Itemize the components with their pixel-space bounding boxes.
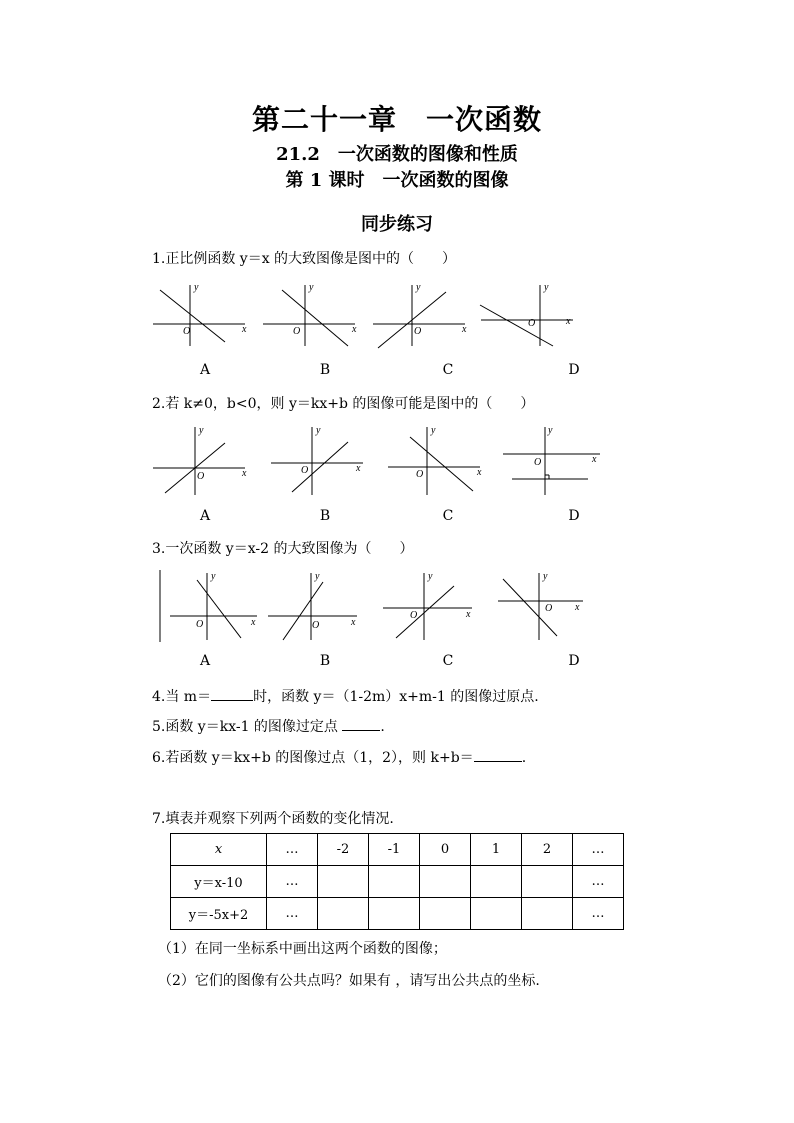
x-axis-label: x xyxy=(242,324,247,335)
y-axis-label: y xyxy=(548,425,553,436)
q1-option-c: C xyxy=(442,362,454,378)
table-cell[interactable] xyxy=(420,866,471,898)
answer-blank-4[interactable] xyxy=(211,688,253,701)
question-6 xyxy=(152,747,526,767)
origin-label: O xyxy=(545,603,553,614)
q1-option-b: B xyxy=(319,362,331,378)
question-4 xyxy=(152,686,539,706)
y-axis-label: y xyxy=(316,425,321,436)
y-axis-label: y xyxy=(544,282,549,293)
table-cell[interactable] xyxy=(369,898,420,930)
q3-option-a: A xyxy=(199,653,211,669)
table-cell: x xyxy=(171,834,267,866)
origin-label: O xyxy=(301,465,309,476)
section-title: 21.2 一次函数的图像和性质 xyxy=(276,144,518,165)
origin-label: O xyxy=(416,469,424,480)
y-axis-label: y xyxy=(315,571,320,582)
q1-graph-d xyxy=(478,280,588,350)
question-5 xyxy=(152,716,385,736)
question-7-part-1: （1）在同一坐标系中画出这两个函数的图像； xyxy=(158,941,447,957)
x-axis-label: x xyxy=(575,602,580,613)
table-cell: -2 xyxy=(318,834,369,866)
answer-blank-5[interactable] xyxy=(342,718,380,731)
q1-graph-a xyxy=(150,280,260,350)
table-cell: … xyxy=(573,834,624,866)
table-cell: … xyxy=(573,898,624,930)
origin-label: O xyxy=(196,619,204,630)
table-row xyxy=(171,898,624,930)
question-5-prefix: 5.函数 y＝kx-1 的图像过定点 xyxy=(152,719,338,735)
q2-option-b: B xyxy=(319,508,331,524)
x-axis-label: x xyxy=(592,454,597,465)
table-cell[interactable] xyxy=(471,898,522,930)
origin-label: O xyxy=(293,326,301,337)
x-axis-label: x xyxy=(462,324,467,335)
question-7: 7.填表并观察下列两个函数的变化情况. xyxy=(152,811,394,827)
origin-label: O xyxy=(528,318,536,329)
x-axis-label: x xyxy=(242,468,247,479)
x-axis-label: x xyxy=(251,617,256,628)
origin-label: O xyxy=(312,620,320,631)
table-cell: … xyxy=(573,866,624,898)
table-row xyxy=(171,866,624,898)
table-cell[interactable] xyxy=(369,866,420,898)
origin-label: O xyxy=(414,326,422,337)
q2-graph-d xyxy=(500,425,610,497)
y-axis-label: y xyxy=(543,571,548,582)
table-cell[interactable] xyxy=(318,866,369,898)
q3-option-b: B xyxy=(319,653,331,669)
question-6-suffix: . xyxy=(521,750,527,766)
table-cell[interactable] xyxy=(522,898,573,930)
q1-option-d: D xyxy=(568,362,580,378)
q2-graph-b xyxy=(268,425,378,497)
question-5-suffix: . xyxy=(380,719,385,735)
table-cell[interactable] xyxy=(420,898,471,930)
question-3: 3.一次函数 y＝x-2 的大致图像为（ ） xyxy=(152,541,414,557)
y-axis-label: y xyxy=(431,425,436,436)
q3-option-d: D xyxy=(568,653,580,669)
q2-option-d: D xyxy=(568,508,580,524)
table-cell: y＝x-10 xyxy=(171,866,267,898)
question-2: 2.若 k≠0，b<0，则 y＝kx+b 的图像可能是图中的（ ） xyxy=(152,396,535,412)
table-cell: 0 xyxy=(420,834,471,866)
origin-label: O xyxy=(197,471,205,482)
table-header-row xyxy=(171,834,624,866)
q3-graph-d xyxy=(495,568,605,643)
q2-graph-a xyxy=(150,425,260,497)
y-axis-label: y xyxy=(199,425,204,436)
x-axis-label: x xyxy=(566,316,571,327)
question-7-part-2: （2）它们的图像有公共点吗？如果有 ，请写出公共点的坐标. xyxy=(158,973,540,989)
table-cell: … xyxy=(267,834,318,866)
table-cell[interactable] xyxy=(522,866,573,898)
q1-graph-b xyxy=(260,280,370,350)
table-cell: 2 xyxy=(522,834,573,866)
x-axis-label: x xyxy=(352,324,357,335)
table-cell[interactable] xyxy=(318,898,369,930)
q3-graph-c xyxy=(380,568,490,643)
practice-title: 同步练习 xyxy=(361,214,433,235)
x-axis-label: x xyxy=(351,617,356,628)
table-cell: … xyxy=(267,866,318,898)
question-6-prefix: 6.若函数 y＝kx+b 的图像过点（1，2），则 k+b＝ xyxy=(152,750,474,766)
table-cell: y＝-5x+2 xyxy=(171,898,267,930)
q3-option-c: C xyxy=(442,653,454,669)
x-axis-label: x xyxy=(356,463,361,474)
origin-label: O xyxy=(183,326,191,337)
question-4-suffix: 时，函数 y＝（1-2m）x+m-1 的图像过原点. xyxy=(253,689,539,705)
x-axis-label: x xyxy=(466,609,471,620)
y-axis-label: y xyxy=(194,282,199,293)
q1-option-a: A xyxy=(199,362,211,378)
y-axis-label: y xyxy=(428,571,433,582)
value-table xyxy=(170,833,624,930)
q2-option-a: A xyxy=(199,508,211,524)
q3-graph-b xyxy=(265,568,375,643)
table-cell: -1 xyxy=(369,834,420,866)
origin-label: O xyxy=(410,610,418,621)
origin-label: O xyxy=(534,457,542,468)
table-cell[interactable] xyxy=(471,866,522,898)
y-axis-label: y xyxy=(309,282,314,293)
answer-blank-6[interactable] xyxy=(474,749,522,762)
q2-graph-c xyxy=(385,425,495,497)
lesson-title: 第 1 课时 一次函数的图像 xyxy=(285,170,509,191)
question-4-prefix: 4.当 m＝ xyxy=(152,689,212,705)
x-axis-label: x xyxy=(477,467,482,478)
q3-graph-a xyxy=(155,568,265,643)
chapter-title: 第二十一章 一次函数 xyxy=(251,103,542,136)
q1-graph-c xyxy=(370,280,480,350)
table-cell: … xyxy=(267,898,318,930)
y-axis-label: y xyxy=(211,571,216,582)
question-1: 1.正比例函数 y＝x 的大致图像是图中的（ ） xyxy=(152,251,457,267)
y-axis-label: y xyxy=(416,282,421,293)
table-cell: 1 xyxy=(471,834,522,866)
q2-option-c: C xyxy=(442,508,454,524)
